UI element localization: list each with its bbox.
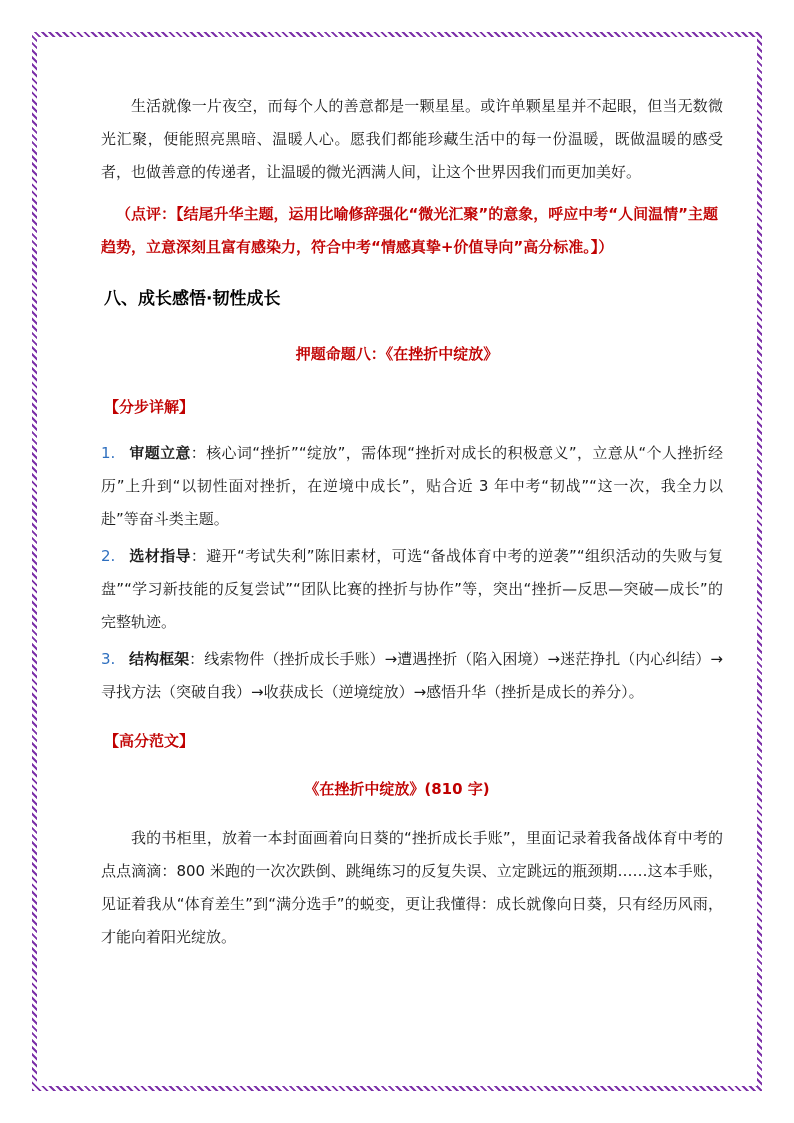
closing-paragraph: 生活就像一片夜空，而每个人的善意都是一颗星星。或许单颗星星并不起眼，但当无数微光汇聚，便能照亮黑暗、温暖人心。愿我们都能珍藏生活中的每一份温暖，既做温暖的感受者，也做善意的传递者，让温暖的微光洒满人间，让这个世界因我们而更加美好。	[101, 97, 723, 181]
steps-label: 【分步详解】	[104, 398, 195, 416]
step-lead: 选材指导	[129, 547, 191, 565]
step-lead: 审题立意	[129, 444, 191, 462]
essay-title: 《在挫折中绽放》(810 字)	[304, 780, 490, 798]
step-number: 3.	[101, 650, 116, 668]
step-item	[101, 540, 723, 639]
step-item	[101, 437, 723, 536]
step-text: ：避开“考试失利”陈旧素材，可选“备战体育中考的逆袭”“组织活动的失败与复盘”“学习新技能的反复尝试”“团队比赛的挫折与协作”等，突出“挫折—反思—突破—成长”的完整轨迹。	[101, 547, 723, 631]
step-lead: 结构框架	[129, 650, 190, 668]
section-heading: 八、成长感悟·韧性成长	[104, 289, 281, 309]
step-text: ：线索物件（挫折成长手账）→遭遇挫折（陷入困境）→迷茫挣扎（内心纠结）→寻找方法（突破自我）→收获成长（逆境绽放）→感悟升华（挫折是成长的养分）。	[101, 650, 723, 701]
essay-label: 【高分范文】	[104, 732, 195, 750]
essay-paragraph: 我的书柜里，放着一本封面画着向日葵的“挫折成长手账”，里面记录着我备战体育中考的点点滴滴：800 米跑的一次次跌倒、跳绳练习的反复失误、立定跳远的瓶颈期……这本手账，见证着我从“体育差生”到“满分选手”的蜕变，更让我懂得：成长就像向日葵，只有经历风雨，才能向着阳光绽放。	[101, 829, 723, 946]
step-number: 1.	[101, 444, 116, 462]
comment-note: （点评：【结尾升华主题，运用比喻修辞强化“微光汇聚”的意象，呼应中考“人间温情”主题趋势，立意深刻且富有感染力，符合中考“情感真挚+价值导向”高分标准。】）	[101, 205, 718, 256]
step-text: ：核心词“挫折”“绽放”，需体现“挫折对成长的积极意义”，立意从“个人挫折经历”上升到“以韧性面对挫折，在逆境中成长”，贴合近 3 年中考“韧战”“这一次，我全力以赴”等奋斗类主题。	[101, 444, 723, 528]
step-number: 2.	[101, 547, 116, 565]
step-item	[101, 643, 723, 709]
prompt-title: 押题命题八：《在挫折中绽放》	[295, 345, 499, 363]
